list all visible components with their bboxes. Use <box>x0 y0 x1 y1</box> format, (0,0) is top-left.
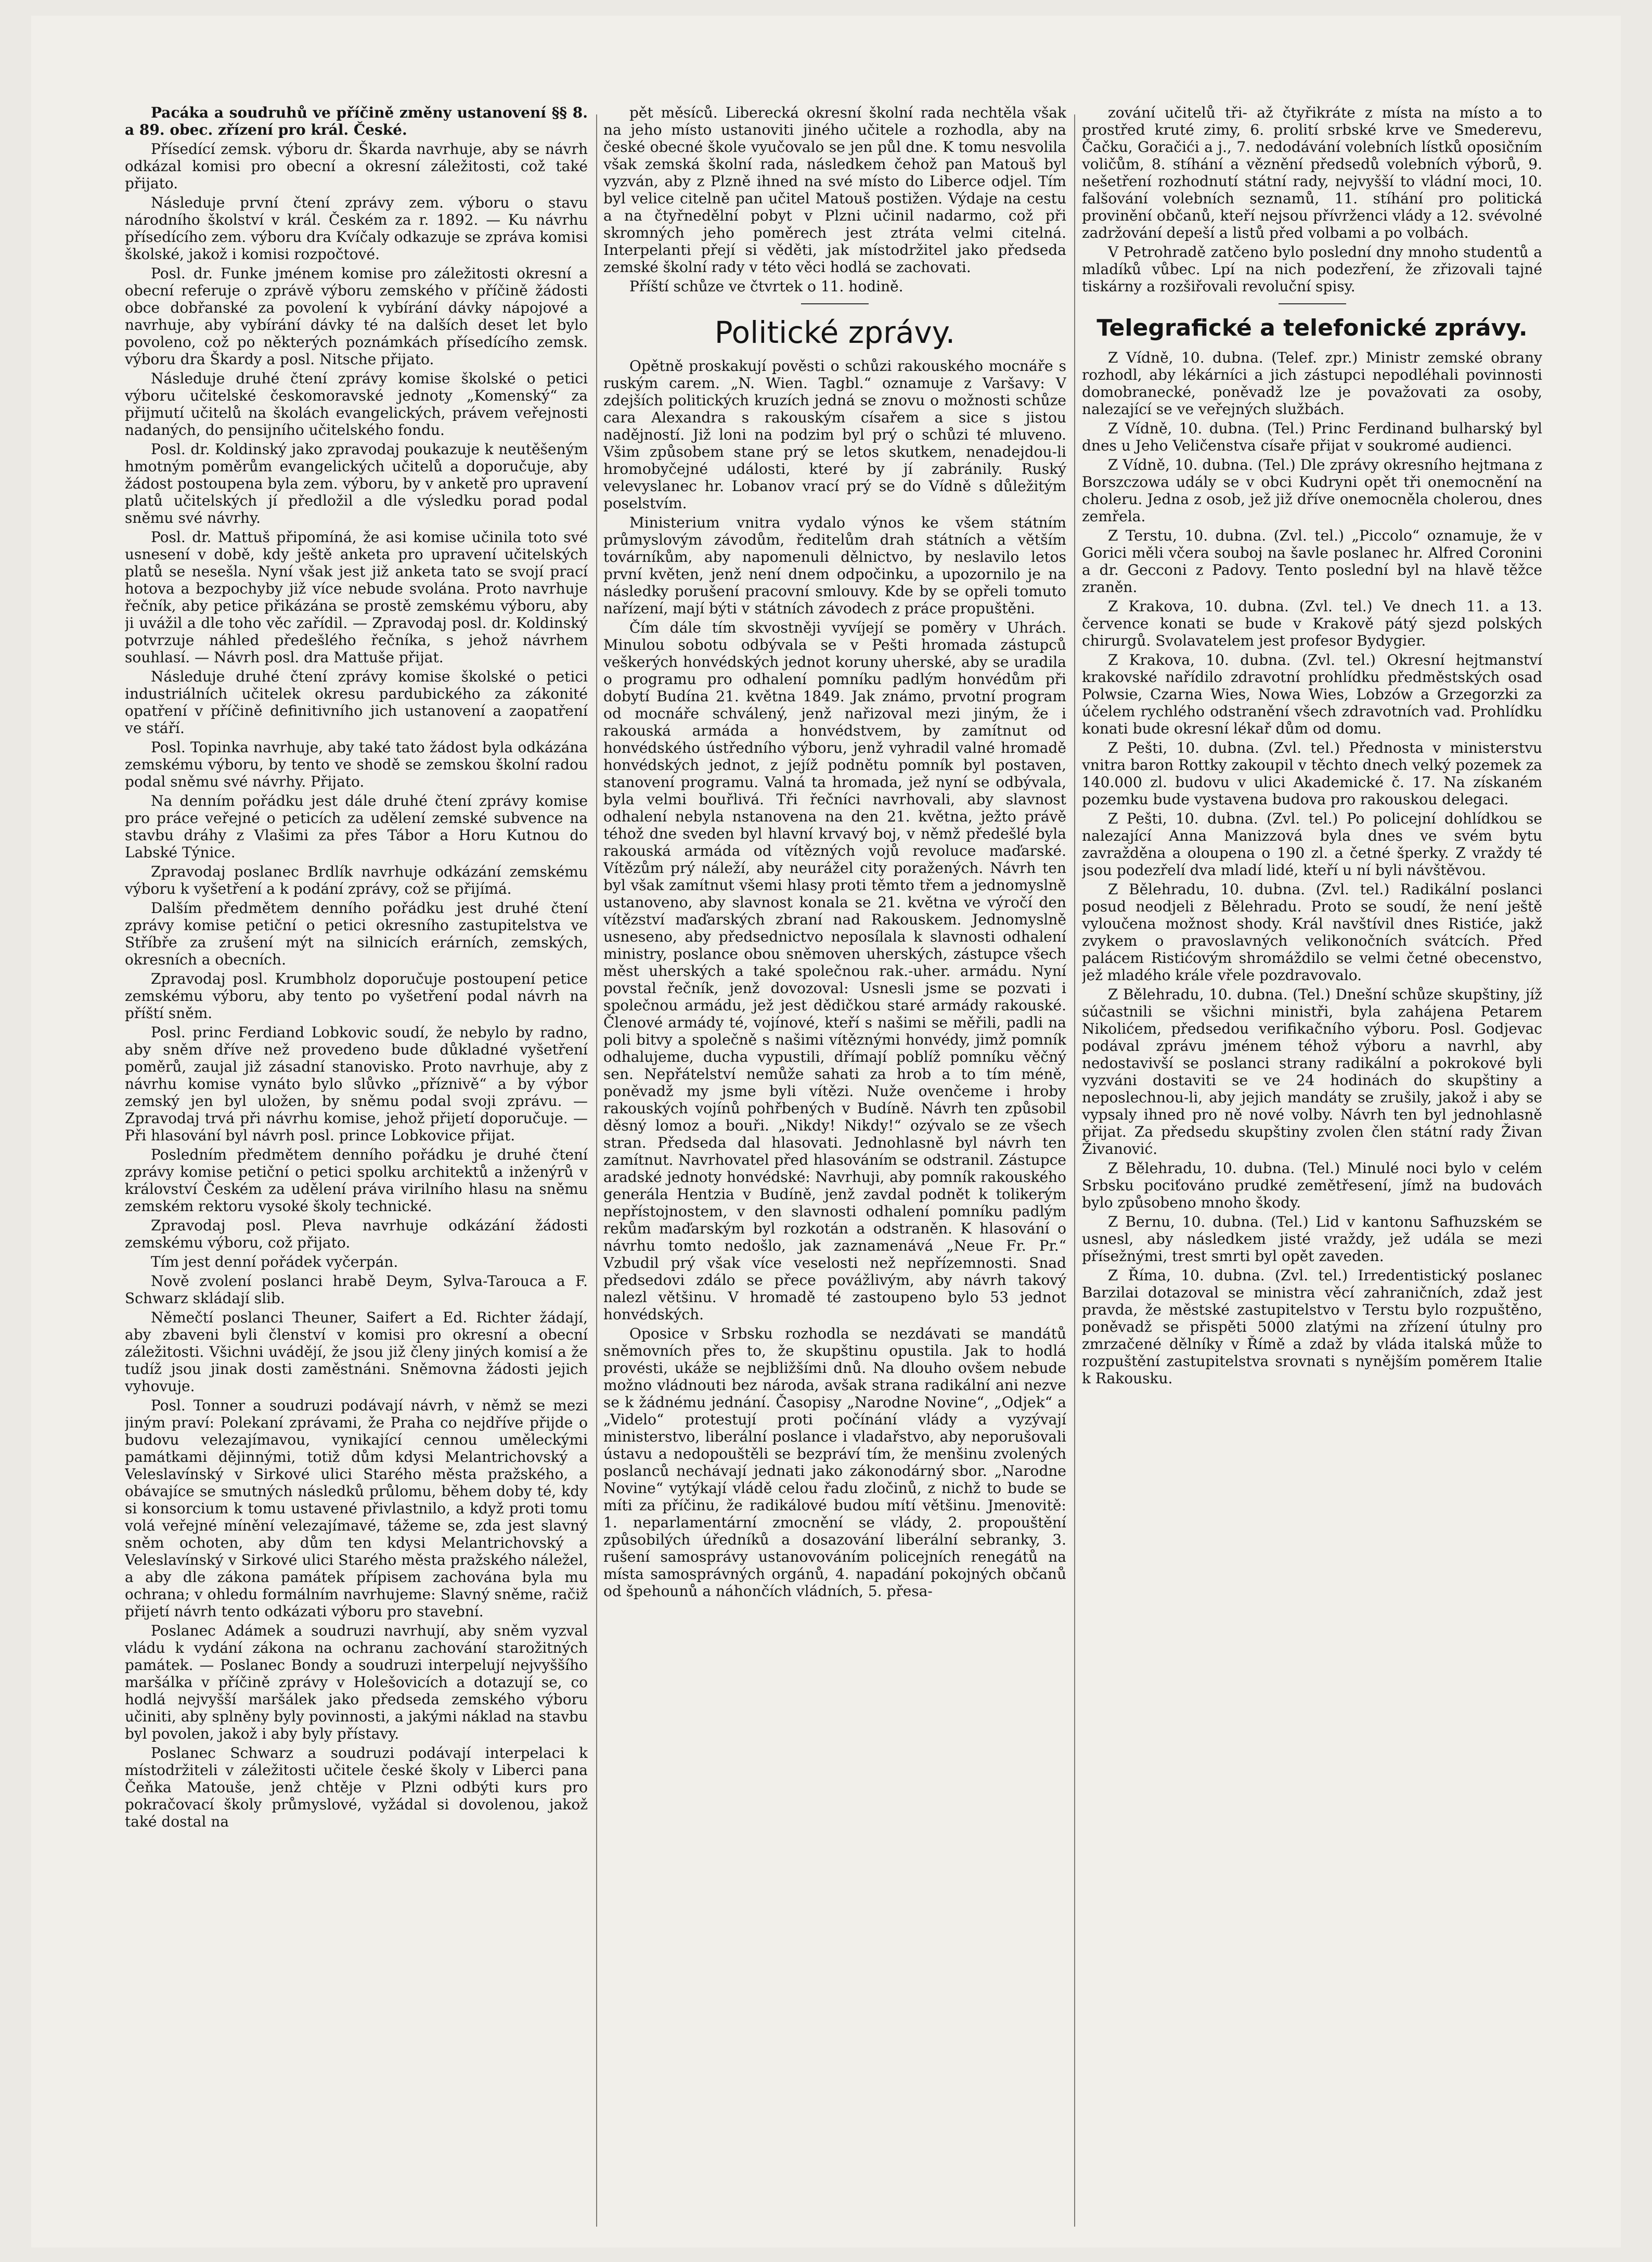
article-paragraph: Následuje druhé čtení zprávy komise školské o petici industriálních učitelek okresu pardubického za zákonité opatření v příčině definitivního jich ustanovení a zaopatření ve stáří. <box>125 668 588 737</box>
article-paragraph: V Petrohradě zatčeno bylo poslední dny mnoho studentů a mladíků vůbec. Lpí na nich podezření, že zřizovali tajné tiskárny a rozšiřovali revoluční spisy. <box>1082 243 1542 295</box>
article-paragraph: Následuje první čtení zprávy zem. výboru o stavu národního školství v král. Českém za r. 1892. — Ku návrhu přísedícího zem. výboru dra Kvíčaly odkazuje se zpráva komisi školské, jakož i komisi rozpočtové. <box>125 194 588 263</box>
news-item: Z Říma, 10. dubna. (Zvl. tel.) Irredentistický poslanec Barzilai dotazoval se ministra věcí zahraničních, zdaž jest pravda, že městské zastupitelstvo v Terstu bylo rozpuštěno, poněvadž se přispěti 5000 zlatými na zřízení útulny pro zmrzačené dělníky v Římě a zdaž by vláda italská může to rozpuštění zastupitelstva srovnati s nynějším poměrem Italie k Rakousku. <box>1082 1267 1542 1387</box>
news-item: Z Pešti, 10. dubna. (Zvl. tel.) Po policejní dohlídkou se nalezající Anna Manizzová byla dnes ve svém bytu zavražděna a oloupena o 190 zl. a četné šperky. Z vraždy té jsou podezřelí dva mladí lidé, kteří u ní byli návštěvou. <box>1082 810 1542 879</box>
article-paragraph: Na denním pořádku jest dále druhé čtení zprávy komise pro práce veřejné o peticích za udělení zemské subvence na stavbu dráhy z Vlašimi za přes Tábor a Horu Kutnou do Labské Týnice. <box>125 792 588 861</box>
news-item: Z Vídně, 10. dubna. (Tel.) Dle zprávy okresního hejtmana z Borszczowa udály se v obci Kudryni opět tři onemocnění na choleru. Jedna z osob, jež již dříve onemocněla cholerou, dnes zemřela. <box>1082 456 1542 525</box>
column-rule-right <box>1074 114 1075 2227</box>
article-paragraph: Poslanec Adámek a soudruzi navrhují, aby sněm vyzval vládu k vydání zákona na ochranu zachování starožitných památek. — Poslanec Bondy a soudruzi interpelují nejvyššího maršálka v příčině zprávy v Holešovicích a dotazují se, co hodlá nejvyšší maršálek jako předseda zemského výboru učiniti, aby splněny byly povinnosti, a jakými náklad na stavbu byl povolen, jakož i aby byly přístavy. <box>125 1622 588 1742</box>
article-paragraph: Posl. dr. Funke jménem komise pro záležitosti okresní a obecní referuje o zprávě výboru zemského v příčině žádosti obce dobřanské za povolení k vybírání dávky nápojové a navrhuje, aby vybírání dávky té na dalších deset let bylo povoleno, což po některých poznámkách přísedícího zemsk. výboru dra Škardy a posl. Nitsche přijato. <box>125 265 588 368</box>
column-middle <box>603 104 1066 2253</box>
article-paragraph: Dalším předmětem denního pořádku jest druhé čtení zprávy komise petiční o petici okresního zastupitelstva ve Stříbře za zrušení mýt na silnicích erárních, zemských, okresních a obecních. <box>125 899 588 968</box>
section-divider <box>1279 303 1346 304</box>
section-divider <box>801 303 869 304</box>
article-paragraph: Následuje druhé čtení zprávy komise školské o petici výboru učitelské českomoravské jednoty „Komenský“ za přijmutí učitelů na školách evangelických, právem veřejnosti nadaných, do pensijního učitelského fondu. <box>125 370 588 439</box>
news-item: Z Bělehradu, 10. dubna. (Tel.) Minulé noci bylo v celém Srbsku pociťováno prudké zemětřesení, jímž na budovách bylo způsobeno mnoho škody. <box>1082 1160 1542 1211</box>
article-paragraph: Pacáka a soudruhů ve příčině změny ustanovení §§ 8. a 89. obec. zřízení pro král. České. <box>125 104 588 138</box>
news-item: Z Bělehradu, 10. dubna. (Tel.) Dnešní schůze skupštiny, jíž súčastnili se všichni ministři, byla zahájena Petarem Nikolićem, předsedou verifikačního výboru. Posl. Godjevac podával zprávu jménem téhož výboru a navrhl, aby nedostavivší se poslanci strany radikální a pokrokové byli vyzváni dostaviti se ve 24 hodinách do skupštiny a neposlechnou-li, aby jejich mandáty se zrušily, jakož i aby se vypsaly ihned pro ně nové volby. Návrh ten byl jednohlasně přijat. Za předsedu skupštiny zvolen člen státní rady Živan Živanović. <box>1082 986 1542 1158</box>
article-paragraph: Posledním předmětem denního pořádku je druhé čtení zprávy komise petiční o petici spolku architektů a inženýrů v království Českém za udělení práva virilního hlasu na sněmu zemském rektoru vysoké školy technické. <box>125 1146 588 1215</box>
news-item: Z Krakova, 10. dubna. (Zvl. tel.) Okresní hejtmanství krakovské nařídilo zdravotní prohlídku předměstských osad Polwsie, Czarna Wies, Nowa Wies, Lobzów a Grzegorzki za účelem rychlého odstranění všech zdravotních vad. Prohlídku konati bude okresní lékař dům od domu. <box>1082 651 1542 737</box>
news-item: Z Bernu, 10. dubna. (Tel.) Lid v kantonu Safhuzském se usnesl, aby následkem jisté vraždy, jež udála se mezi přísežnými, trest smrti byl opět zaveden. <box>1082 1213 1542 1265</box>
column-right <box>1082 104 1542 2253</box>
next-session-notice: Příští schůze ve čtvrtek o 11. hodině. <box>629 278 904 295</box>
article-paragraph: Poslanec Schwarz a soudruzi podávají interpelaci k místodržiteli v záležitosti učitele české školy v Liberci pana Čeňka Matouše, jenž chtěje v Plzni odbýti kurs pro pokračovací školy průmyslové, vyžádal si dovolenou, jakož také dostal na <box>125 1744 588 1830</box>
article-paragraph: Oposice v Srbsku rozhodla se nezdávati se mandátů sněmovních přes to, že skupštinu opustila. Jak to hodlá provésti, ukáže se nejbližšími dnů. Na dlouho ovšem nebude možno vládnouti bez národa, avšak strana radikální ani nezve se k žádnému jednání. Časopisy „Narodne Novine“, „Odjek“ a „Videlo“ protestují proti počínání vlády a vyzývají ministerstvo, liberální poslance i vladařstvo, aby neporušovali ústavu a nedopouštěli se bezpráví tím, že menšinu zvolených poslanců nechávají jednati jako zákonodárný sbor. „Narodne Novine“ vytýkají vládě celou řadu zločinů, z nichž to bude se míti za příčinu, že radikálové budou mítí většinu. Jmenovitě: 1. neparlamentární zmocnění se vlády, 2. propouštění způsobilých úředníků a dosazování liberální sebranky, 3. rušení samosprávy ustanovováním policejních renegátů na místa samosprávných orgánů, 4. napadání pokojných občanů od špehounů a náhončích vládních, 5. přesa- <box>603 1325 1066 1600</box>
column-rule-left <box>596 114 597 2227</box>
article-paragraph: Zpravodaj poslanec Brdlík navrhuje odkázání zemskému výboru k vyšetření a k podání zprávy, což se přijímá. <box>125 863 588 897</box>
news-item: Z Vídně, 10. dubna. (Telef. zpr.) Ministr zemské obrany rozhodl, aby lékárníci a jich zástupci nepodléhali povinnosti domobranecké, poněvadž lze je považovati za osoby, nalezající se ve veřejných službách. <box>1082 349 1542 418</box>
article-paragraph: Tím jest denní pořádek vyčerpán. <box>151 1253 398 1270</box>
article-paragraph: zování učitelů tři- až čtyřikráte z místa na místo a to prostřed kruté zimy, 6. prolití srbské krve ve Smederevu, Čačku, Goračići a j., 7. nedodávání volebních lístků oposičním voličům, 8. stíhání a věznění předsedů volebních výborů, 9. nešetření rozhodnutí státní rady, nejvyšší to vládní moci, 10. falšování volebních seznamů, 11. stíhání pro politická provinění občanů, kteří nejsou přívrženci vlády a 12. svévolné zadržování depeší a listů před volbami a po volbách. <box>1082 104 1542 241</box>
article-paragraph: Nově zvolení poslanci hrabě Deym, Sylva-Tarouca a F. Schwarz skládají slib. <box>125 1273 588 1307</box>
article-paragraph: Posl. dr. Mattuš připomíná, že asi komise učinila toto své usnesení v době, kdy ještě anketa pro upravení učitelských platů se nesešla. Nyní však jest již anketa tato se svojí prací hotova a bezpochyby již více nebude svolána. Proto navrhuje řečník, aby petice přikázána se prostě zemskému výboru, aby ji uvážil a dle toho věc zařídil. — Zpravodaj posl. dr. Koldinský potvrzuje náhled předešlého řečníka, s jehož návrhem souhlasí. — Návrh posl. dra Mattuše přijat. <box>125 529 588 666</box>
news-item: Z Vídně, 10. dubna. (Tel.) Princ Ferdinand bulharský byl dnes u Jeho Veličenstva císaře přijat v soukromé audienci. <box>1082 420 1542 454</box>
section-title-political-news: Politické zprávy. <box>714 315 956 350</box>
article-paragraph: Čím dále tím skvostněji vyvíjejí se poměry v Uhrách. Minulou sobotu odbývala se v Pešti hromada zástupců veškerých honvédských jednot koruny uherské, aby se uradila o programu pro odhalení pomníku padlým honvédům při dobytí Budína 21. května 1849. Jak známo, prvotní program od mocnáře schválený, jenž nařizoval mezi jiným, že i rakouská armáda a honvédstvem, by zamítnut od honvédského ústředního výboru, jenž vyhradil valné hromadě honvédských jednot, z jejíž podnětu pomník byl postaven, stanovení programu. Valná ta hromada, jež nyní se odbývala, byla velmi bouřlivá. Tři řečníci navrhovali, aby slavnost odhalení nebyla nstanovena na den 21. května, ježto právě téhož dne sveden byl hlavní krvavý boj, v němž předešlé byla rakouská armáda od vítězných vojů revoluce maďarské. Vítězům prý náleží, aby neurážel city poražených. Návrh ten byl však zamítnut všemi hlasy proti těmto třem a jednomyslně ustanoveno, aby slavnost konala se 21. května ve výročí den vítězství maďarských zbraní nad Rakouskem. Jednomyslně usneseno, aby předsednictvo neposílala k slavnosti odhalení ministry, poslance obou sněmoven uherských, zástupce všech měst uherských a také společnou rak.-uher. armádu. Nyní povstal řečník, jenž dovozoval: Usnesli jsme se pozvati i společnou armádu, jež jest dědičkou staré armády rakouské. Členové armády té, vojínové, kteří s našimi se měřili, padli na poli bitvy a společně s našimi vítěznými honvédy, jimž pomník odhalujeme, ducha vypustili, dřímají poblíž pomníku věčný sen. Nepřátelství nemůže sahati za hrob a to tím méně, poněvadž my jsme byli vítězi. Nuže ovenčeme i hroby rakouských vojínů pohřbených v Budíně. Návrh ten způsobil děsný lomoz a bouři. „Nikdy! Nikdy!“ ozývalo se ze všech stran. Předseda dal hlasovati. Jednohlasně byl návrh ten zamítnut. Navrhovatel před hlasováním se odstranil. Zástupce aradské jednoty honvédské: Navrhuji, aby pomník rakouského generála Hentzia v Budíně, jenž zavdal podnět k tolikerým nepřístojnostem, v den slavnosti odhalení pomníku padlým rekům maďarským byl rozkotán a odstraněn. K hlasování o návrhu tomto nedošlo, jak zaznamenává „Neue Fr. Pr.“ Vzbudil prý však více veselosti než nepřízemnosti. Snad předsedovi zdálo se přece povážlivým, aby návrh takový nalezl většinu. V hromadě té zastoupeno bylo 53 jednot honvédských. <box>603 619 1066 1323</box>
article-paragraph: pět měsíců. Liberecká okresní školní rada nechtěla však na jeho místo ustanoviti jiného učitele a rozhodla, aby na české obecné škole vyučovalo se jen půl dne. K tomu nesvolila však zemská školní rada, následkem čehož pan Matouš byl vyzván, aby z Plzně ihned na své místo do Liberce odjel. Tím byl velice citelně pan učitel Matouš postižen. Výdaje na cestu a na čtyřnedělní pobyt v Plzni učinil nadarmo, což při skromných jeho poměrech jest ztráta velmi citelná. Interpelanti přejí si věděti, jak místodržitel jako předseda zemské školní rady v této věci hodlá se zachovati. <box>603 104 1066 276</box>
article-paragraph: Zpravodaj posl. Pleva navrhuje odkázání žádosti zemskému výboru, což přijato. <box>125 1217 588 1251</box>
news-item: Z Pešti, 10. dubna. (Zvl. tel.) Přednosta v ministerstvu vnitra baron Rottky zakoupil v těchto dnech velký pozemek za 140.000 zl. budovu v ulici Akademické č. 17. Na získaném pozemku bude vystavena budova pro rakouskou delegaci. <box>1082 739 1542 808</box>
article-paragraph: Ministerium vnitra vydalo výnos ke všem státním průmyslovým závodům, ředitelům drah státních a větším továrníkům, aby napomenuli dělnictvo, by neslavilo letos první květen, jenž není dnem odpočinku, a upozornilo je na následky porušení pracovní smlouvy. Kde by se opřeli tomuto nařízení, mají býti v státních závodech z práce propuštěni. <box>603 514 1066 617</box>
column-left <box>125 104 588 2253</box>
article-paragraph: Němečtí poslanci Theuner, Saifert a Ed. Richter žádají, aby zbaveni byli členství v komisi pro okresní a obecní záležitosti. Všichni uvádějí, že jsou již členy jiných komisí a že tudíž jsou jinak dosti zaměstnáni. Sněmovna žádosti jejich vyhovuje. <box>125 1309 588 1395</box>
news-item: Z Terstu, 10. dubna. (Zvl. tel.) „Piccolo“ oznamuje, že v Gorici měli včera souboj na šavle poslanec hr. Alfred Coronini a dr. Gecconi z Padovy. Tento poslední byl na hlavě těžce zraněn. <box>1082 527 1542 596</box>
article-paragraph: Posl. princ Ferdiand Lobkovic soudí, že nebylo by radno, aby sněm dříve než provedeno bude důkladné vyšetření poměrů, zaujal již zásadní stanovisko. Proto navrhuje, aby z návrhu komise vynáto bylo slůvko „příznivě“ a by výbor zemský jen byl uložen, by sněmu podal svoji zprávu. — Zpravodaj trvá při návrhu komise, jehož přijetí doporučuje. — Při hlasování byl návrh posl. prince Lobkovice přijat. <box>125 1024 588 1144</box>
section-title-telegraph-news: Telegrafické a telefonické zprávy. <box>1096 315 1528 341</box>
article-paragraph: Zpravodaj posl. Krumbholz doporučuje postoupení petice zemskému výboru, aby tento po vyšetření podal návrh na příští sněm. <box>125 970 588 1022</box>
newspaper-page <box>31 16 1621 2247</box>
article-paragraph: Posl. Tonner a soudruzi podávají návrh, v němž se mezi jiným praví: Polekaní zprávami, že Praha co nejdříve přijde o budovu velezajímavou, vynikající cennou uměleckými památkami dějinnými, totiž dům kdysi Melantrichovský a Veleslavínský v Sirkové ulici Starého města pražského, a obávajíce se smutných následků průlomu, během doby té, kdy si konsorcium k tomu ustavené přivlastnilo, a když proti tomu volá veřejné mínění velezajímavé, tážeme se, zda jest slavný sněm ochoten, aby dům ten kdysi Melantrichovský a Veleslavínský v Sirkové ulici Starého města pražského náležel, a aby dle zákona památek přípisem zachována byla mu ochrana; v ohledu formálním navrhujeme: Slavný sněme, račiž přijetí návrh tento odkázati výboru pro stavební. <box>125 1397 588 1620</box>
article-paragraph: Přísedící zemsk. výboru dr. Škarda navrhuje, aby se návrh odkázal komisi pro obecní a okresní záležitosti, což také přijato. <box>125 140 588 192</box>
article-paragraph: Posl. Topinka navrhuje, aby také tato žádost byla odkázána zemskému výboru, by tento ve shodě se zemskou školní radou podal sněmu své návrhy. Přijato. <box>125 739 588 790</box>
article-paragraph: Opětně proskakují pověsti o schůzi rakouského mocnáře s ruským carem. „N. Wien. Tagbl.“ oznamuje z Varšavy: V zdejších politických kruzích jedná se znovu o možnosti schůze cara Alexandra s rakouským císařem a sice s jistou nadějností. Již loni na podzim byl prý o schůzi té mluveno. Všim způsobem stane prý se letos skutkem, nenadejdou-li hromobyčejné události, které by jí zabránily. Ruský velevyslanec hr. Lobanov vrací prý se do Vídně s důležitým poselstvím. <box>603 357 1066 512</box>
news-item: Z Krakova, 10. dubna. (Zvl. tel.) Ve dnech 11. a 13. července konati se bude v Krakově pátý sjezd polských chirurgů. Svolavatelem jest profesor Bydygier. <box>1082 598 1542 649</box>
article-paragraph: Posl. dr. Koldinský jako zpravodaj poukazuje k neutěšeným hmotným poměrům evangelických učitelů a doporučuje, aby žádost postoupena byla zem. výboru, by v anketě pro upravení platů učitelských jí předložil a dle výsledku porad podal sněmu své návrhy. <box>125 441 588 526</box>
news-item: Z Bělehradu, 10. dubna. (Zvl. tel.) Radikální poslanci posud neodjeli z Bělehradu. Proto se soudí, že není ještě vyloučena možnost shody. Král navštívil dnes Ristiće, jakž zvykem o pravoslavných velikonočních svátcích. Před palácem Ristićovým shromáždilo se velmi četné obecenstvo, jež mladého krále vřele pozdravovalo. <box>1082 881 1542 984</box>
